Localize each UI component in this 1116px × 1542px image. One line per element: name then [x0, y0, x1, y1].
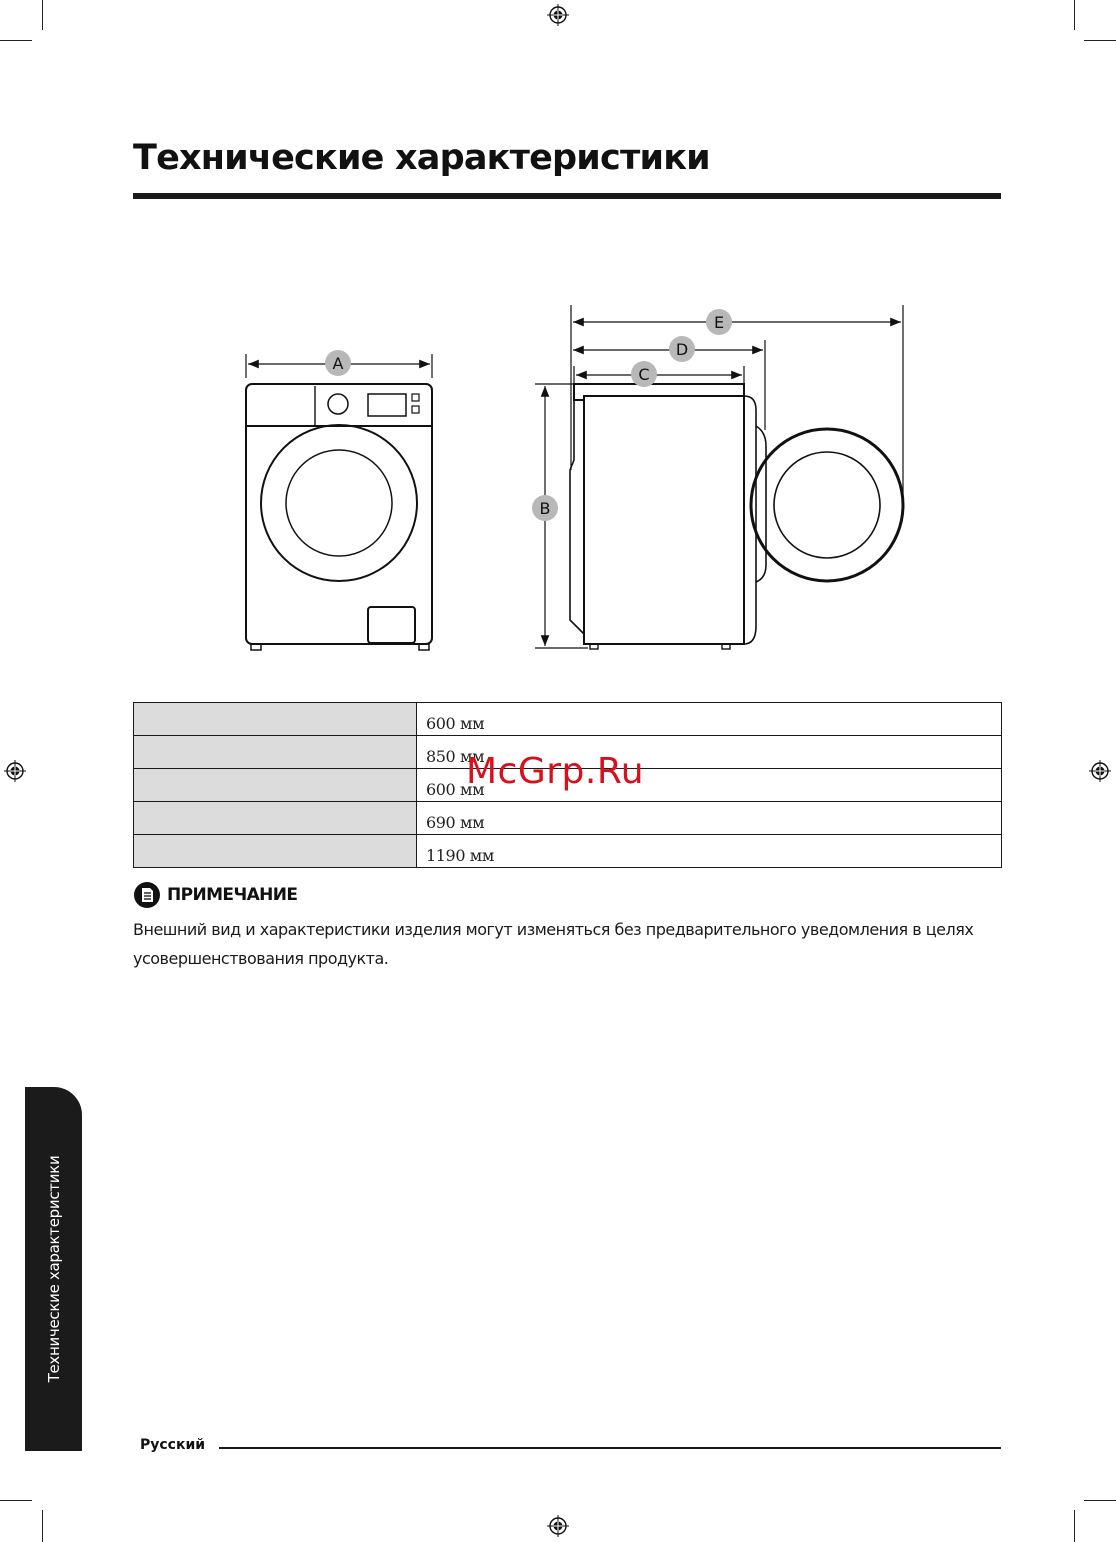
spec-label-cell [134, 703, 417, 736]
footer-rule [219, 1447, 1001, 1449]
page-title: Технические характеристики [133, 138, 710, 178]
dimension-label-b [532, 495, 558, 521]
dimension-label-c [631, 361, 657, 387]
crop-mark [42, 1510, 43, 1542]
note-text: Внешний вид и характеристики изделия могут изменяться без предварительного уведомления в целях усовершенствования продукта. [133, 920, 974, 968]
svg-text:C: C [638, 365, 650, 384]
crop-mark [1074, 1510, 1075, 1542]
side-section-tab [25, 1087, 82, 1451]
spec-value-cell: 1190 мм [417, 835, 1002, 868]
table-row [134, 802, 1002, 835]
crop-mark [1084, 1500, 1116, 1501]
spec-value-cell: 690 мм [417, 802, 1002, 835]
side-tab-label: Технические характеристики [44, 1155, 63, 1383]
footer-language: Русский [140, 1437, 206, 1453]
dimension-label-a [325, 350, 351, 376]
spec-value-cell: 600 мм [417, 703, 1002, 736]
registration-mark-icon [547, 1515, 569, 1537]
note-header [133, 880, 297, 910]
spec-label-cell [134, 769, 417, 802]
registration-mark-icon [1089, 760, 1111, 782]
svg-text:A: A [332, 354, 344, 373]
note-document-icon [133, 881, 161, 909]
watermark: McGrp.Ru [466, 751, 645, 792]
svg-text:B: B [539, 499, 551, 518]
spec-value-cell: 850 мм [417, 736, 1002, 769]
spec-label-cell [134, 802, 417, 835]
spec-label-cell [134, 835, 417, 868]
washer-side-view [570, 384, 903, 649]
svg-text:D: D [675, 340, 689, 359]
washer-front-view [246, 384, 432, 650]
crop-mark [0, 1500, 32, 1501]
dimension-label-e [706, 309, 732, 335]
svg-text:E: E [713, 313, 725, 332]
spec-value-cell: 600 мм [417, 769, 1002, 802]
table-row [134, 703, 1002, 736]
dimensions-figure [0, 0, 1116, 680]
registration-mark-icon [4, 760, 26, 782]
table-row [134, 835, 1002, 868]
spec-label-cell [134, 736, 417, 769]
dimension-label-d [669, 336, 695, 362]
note-title: ПРИМЕЧАНИЕ [167, 885, 298, 905]
